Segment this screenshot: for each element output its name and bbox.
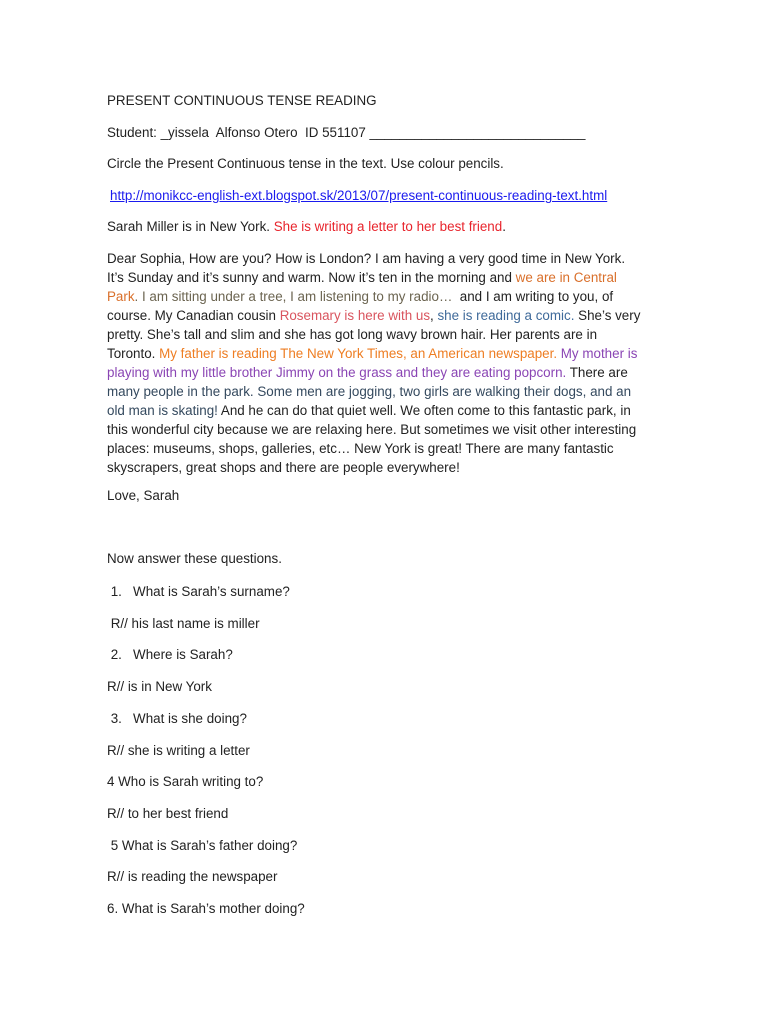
answer-line: R// she is writing a letter [107,742,250,758]
text-segment-text: this wonderful city because we are relaxing here. But sometimes we visit other interesting [107,422,637,437]
text-segment-slate: old man is skating! [107,403,218,418]
text-segment-text: pretty. She’s tall and slim and she has got long wavy brown hair. Her parents are in [107,327,598,342]
text-segment-text: She’s very [574,308,641,323]
letter-line [107,268,617,287]
text-segment-slate: many people in the park. Some men are jogging, two girls are walking their dogs, and an [107,384,632,399]
answer-line: R// to her best friend [107,805,229,821]
letter-line [107,363,628,382]
text-segment-text: Sarah Miller is in New York. [107,219,274,234]
student-line: Student: _yissela Alfonso Otero ID 551107 _____________________________ [107,125,586,140]
letter-line [107,382,631,401]
text-segment-red: She is writing a letter to her best friend [273,219,503,234]
text-segment-blue: she is reading a comic. [437,308,575,323]
question-line: 6. What is Sarah’s mother doing? [107,901,305,916]
text-segment-text: places: museums, shops, galleries, etc… New York is great! There are many fantastic [107,441,614,456]
letter-line [107,287,613,306]
text-segment-text: And he can do that quiet well. We often come to this fantastic park, in [217,403,631,418]
source-link[interactable]: http://monikcc-english-ext.blogspot.sk/2013/07/present-continuous-reading-text.html [110,188,608,203]
questions-intro: Now answer these questions. [107,551,282,566]
text-segment-orange: we are in Central [515,270,617,285]
text-segment-text: Dear Sophia, How are you? How is London? I am having a very good time in New York. [107,251,626,266]
letter-line [107,325,597,344]
answer-line: R// is in New York [107,679,212,695]
instruction: Circle the Present Continuous tense in the text. Use colour pencils. [107,156,504,171]
text-segment-orange2: My father is reading The New York Times, an American newspaper. [159,346,558,361]
letter-line [107,458,460,477]
text-segment-text: and I am writing to you, of [456,289,614,304]
question-line: 3. What is she doing? [107,710,247,726]
text-segment-text: . [502,219,506,234]
text-segment-text: course. My Canadian cousin [107,308,280,323]
letter-line [107,420,636,439]
text-segment-text: It’s Sunday and it’s sunny and warm. Now it’s ten in the morning and [107,270,516,285]
text-segment-purple: My mother is [557,346,638,361]
text-segment-olive: . I am sitting under a tree, I am listening to my radio… [134,289,457,304]
text-segment-pink: Rosemary is here with us [279,308,431,323]
question-line: 4 Who is Sarah writing to? [107,774,264,790]
text-segment-text: There are [566,365,628,380]
letter-line [107,344,637,363]
letter-line [107,401,631,420]
question-line: 2. Where is Sarah? [107,647,233,663]
letter-line [107,439,614,458]
text-segment-text: , [430,308,438,323]
question-line: 1. What is Sarah’s surname? [107,584,290,599]
question-line: 5 What is Sarah’s father doing? [107,837,298,853]
answer-line: R// is reading the newspaper [107,869,278,885]
text-segment-purple: playing with my little brother Jimmy on the grass and they are eating popcorn. [107,365,567,380]
document-title: PRESENT CONTINUOUS TENSE READING [107,93,377,108]
text-segment-text: skyscrapers, great shops and there are people everywhere! [107,460,460,475]
text-segment-orange: Park [107,289,135,304]
text-segment-text: Toronto. [107,346,160,361]
letter-line [107,306,640,325]
signoff: Love, Sarah [107,488,180,503]
letter-line [107,249,625,268]
answer-line: R// his last name is miller [107,615,260,631]
intro-sentence [107,217,506,236]
